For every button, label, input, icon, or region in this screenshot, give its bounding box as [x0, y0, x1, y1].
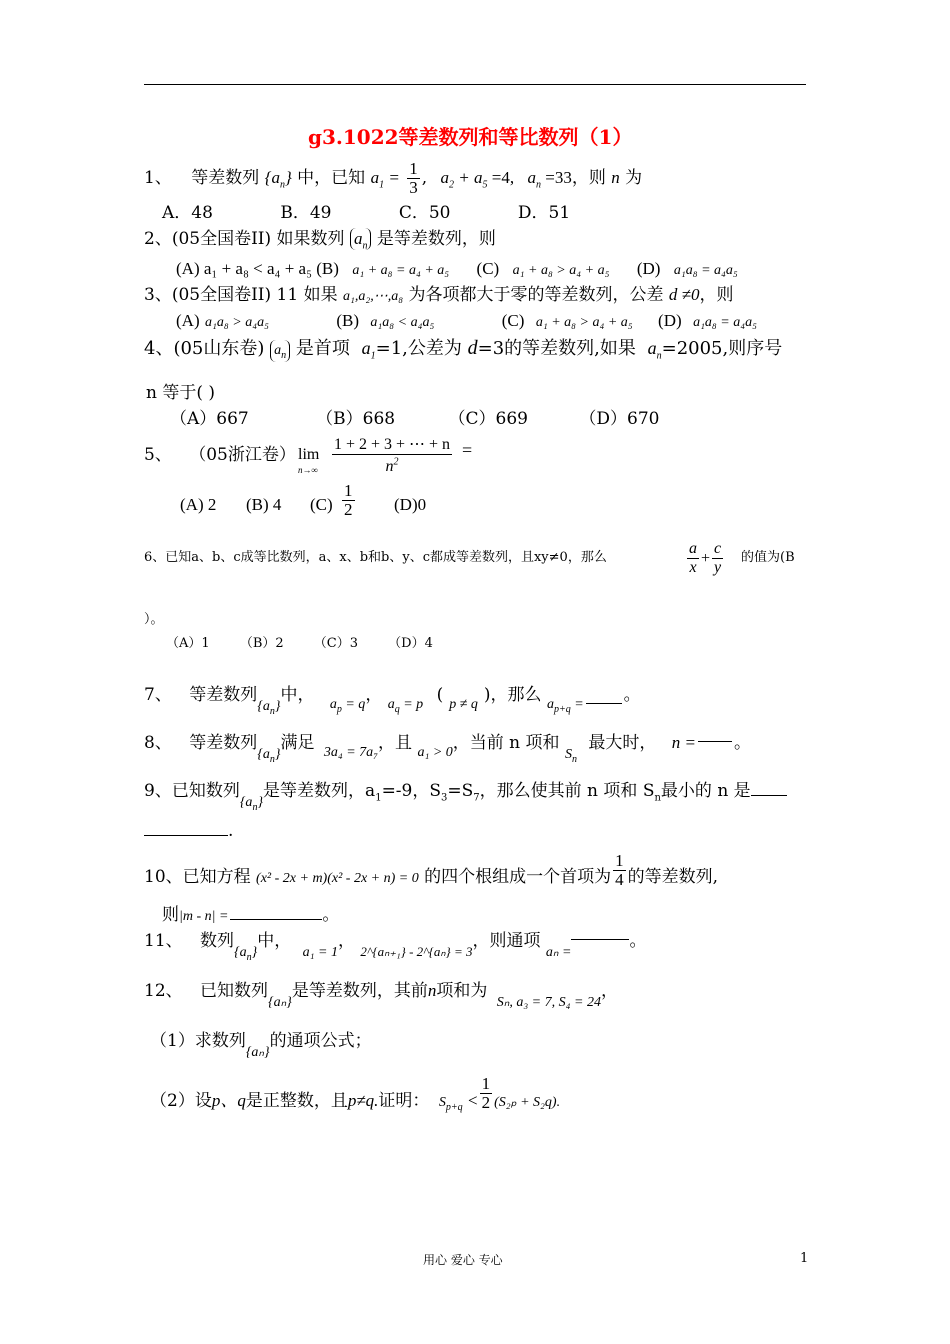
- problem-12: 12、 已知数列$_{\{a_n\}}$是等差数列，其前n项和为 $_{S_n, a_3 = 7, S_4 = 24}$，: [144, 981, 618, 1010]
- option-a: (A) 2: [180, 495, 217, 514]
- problem-1-options: [162, 202, 570, 224]
- fraction-one-half: $\frac{1}{2}$: [344, 481, 353, 519]
- problem-text: 等差数列: [191, 168, 260, 188]
- problem-6-fraction: $\frac{a}{x}$ + $\frac{c}{y}$: [689, 540, 722, 576]
- sequence-symbol: $\{a_n\}$: [264, 168, 292, 191]
- problem-2-options: [176, 258, 738, 282]
- problem-4: 4、(05山东卷) $a_n$ 是首项 $a_1=1$,公差为 d=3的等差数列,如果 $a_n=2005$,则序号: [144, 337, 783, 362]
- problem-12-part1: （1）求数列$_{\{a_n\}}$的通项公式；: [150, 1031, 372, 1060]
- option-d: （D）670: [579, 409, 660, 429]
- option-d-formula: a₁a₈ = a₄a₅: [673, 263, 738, 278]
- option-b: (B): [336, 311, 360, 330]
- page-number: 1: [800, 1251, 809, 1266]
- problem-8: 8、 等差数列$_{\{a_n\}}$满足 $_{3a_4 = 7a_7}$，且 $_{a_1 > 0}$，当前 n 项和 $_{S_n}$ 最大时， n = 。: [144, 733, 751, 765]
- sequence-symbol: $a_n$: [270, 340, 290, 362]
- problem-number: 1、: [144, 168, 172, 188]
- option-b: （B）2: [239, 636, 284, 651]
- a1-symbol: $a_1$ =: [370, 168, 400, 191]
- option-c: （C）669: [448, 409, 528, 429]
- option-a: （A）1: [166, 636, 210, 651]
- option-b: B．49: [280, 203, 332, 223]
- option-b: （B）668: [316, 409, 396, 429]
- problem-10: 10、已知方程 (x² - 2x + m)(x² - 2x + n) = 0 的四个根组成一个首项为 $\frac{1}{4}$ 的等差数列,: [144, 851, 719, 889]
- fraction-one-third: $\frac{1}{3}$: [409, 159, 418, 197]
- problem-3: 3、(05全国卷II) 11 如果 a₁,a₂,⋯,a₈ 为各项都大于零的等差数列，公差 d ≠0，则: [144, 285, 734, 305]
- option-b: (B) 4: [246, 495, 282, 514]
- problem-9-line2: .: [144, 820, 233, 842]
- sequence-symbol: $a_n$: [350, 228, 372, 250]
- problem-11: 11、 数列$_{\{a_n\}}$中， $_{a_1 = 1}$， $_{2\^{}\{a_{n+1}\} - 2\^{}\{a_n\} = 3}$，则通项 $_{a_n =}$。: [144, 931, 647, 963]
- problem-7: 7、 等差数列$_{\{a_n\}}$中， $_{a_p = q}$， $_{a_q = p}$ ( $_{p \ne q}$ )，那么 $_{a_{p+q} =}$ 。: [144, 685, 641, 717]
- problem-10-line2: 则|m - n| = 。: [162, 905, 340, 925]
- option-d: （D）4: [388, 636, 433, 651]
- option-d: D．51: [517, 203, 571, 223]
- problem-6: 6、已知a、b、c成等比数列，a、x、b和b、y、c都成等差数列，且xy≠0，那么: [144, 550, 607, 565]
- option-c: C．50: [398, 203, 451, 223]
- option-b-formula: a₁ + a₈ = a₄ + a₅: [352, 263, 450, 278]
- problem-3-options: (A) a₁a₈ > a₄a₅ (B) a₁a₈ < a₄a₅ (C) a₁ + a₈ > a₄ + a₅ (D) a₁a₈ = a₄a₅: [176, 311, 757, 330]
- problem-4-options: [170, 408, 659, 430]
- option-c-formula: a₁ + a₈ > a₄ + a₅: [512, 263, 610, 278]
- option-d: (D)0: [394, 495, 427, 514]
- option-c: (C): [476, 259, 500, 278]
- option-d: (D): [636, 259, 661, 278]
- option-d: (D): [658, 311, 682, 330]
- page-title: g3.1022等差数列和等比数列（1）: [308, 125, 633, 149]
- option-c: (C): [501, 311, 525, 330]
- problem-9: 9、已知数列$_{\{a_n\}}$是等差数列，$a_1=-9$，$S_3=S_7$，那么使其前 n 项和 $S_n$最小的 n 是: [144, 780, 787, 804]
- problem-1: 1、 等差数列 $\{a_n\}$ 中，已知 $a_1$ = $\frac{1}{3}$ , $a_2 + a_5 =4$, $a_n =33$，则 n 为: [144, 159, 643, 197]
- option-a: (A): [176, 311, 200, 330]
- problem-12-part2: （2）设p、q是正整数，且p≠q.证明： $S_{p+q}$ < $\frac{1}{2}$ (S₂ₚ + S₂q).: [150, 1074, 561, 1113]
- problem-2: 2、(05全国卷II) 如果数列 $a_n$ 是等差数列，则: [144, 229, 496, 252]
- header-rule: [144, 84, 806, 85]
- option-a: A．48: [162, 203, 213, 223]
- problem-5: 5、 （05浙江卷）: [144, 445, 296, 465]
- problem-6-line2: ）。: [144, 612, 164, 627]
- problem-6-options: [166, 632, 433, 651]
- option-c: （C）3: [313, 636, 358, 651]
- footer-slogan: 用心 爱心 专心: [423, 1253, 503, 1267]
- option-a: （A）667: [170, 409, 249, 429]
- option-a: (A) a₁ + a₈ < a₄ + a₅ (B): [176, 259, 339, 278]
- problem-4-line2: n 等于( ): [146, 383, 216, 403]
- problem-6-tail: 的值为(B: [741, 550, 795, 565]
- option-c: (C): [310, 495, 333, 514]
